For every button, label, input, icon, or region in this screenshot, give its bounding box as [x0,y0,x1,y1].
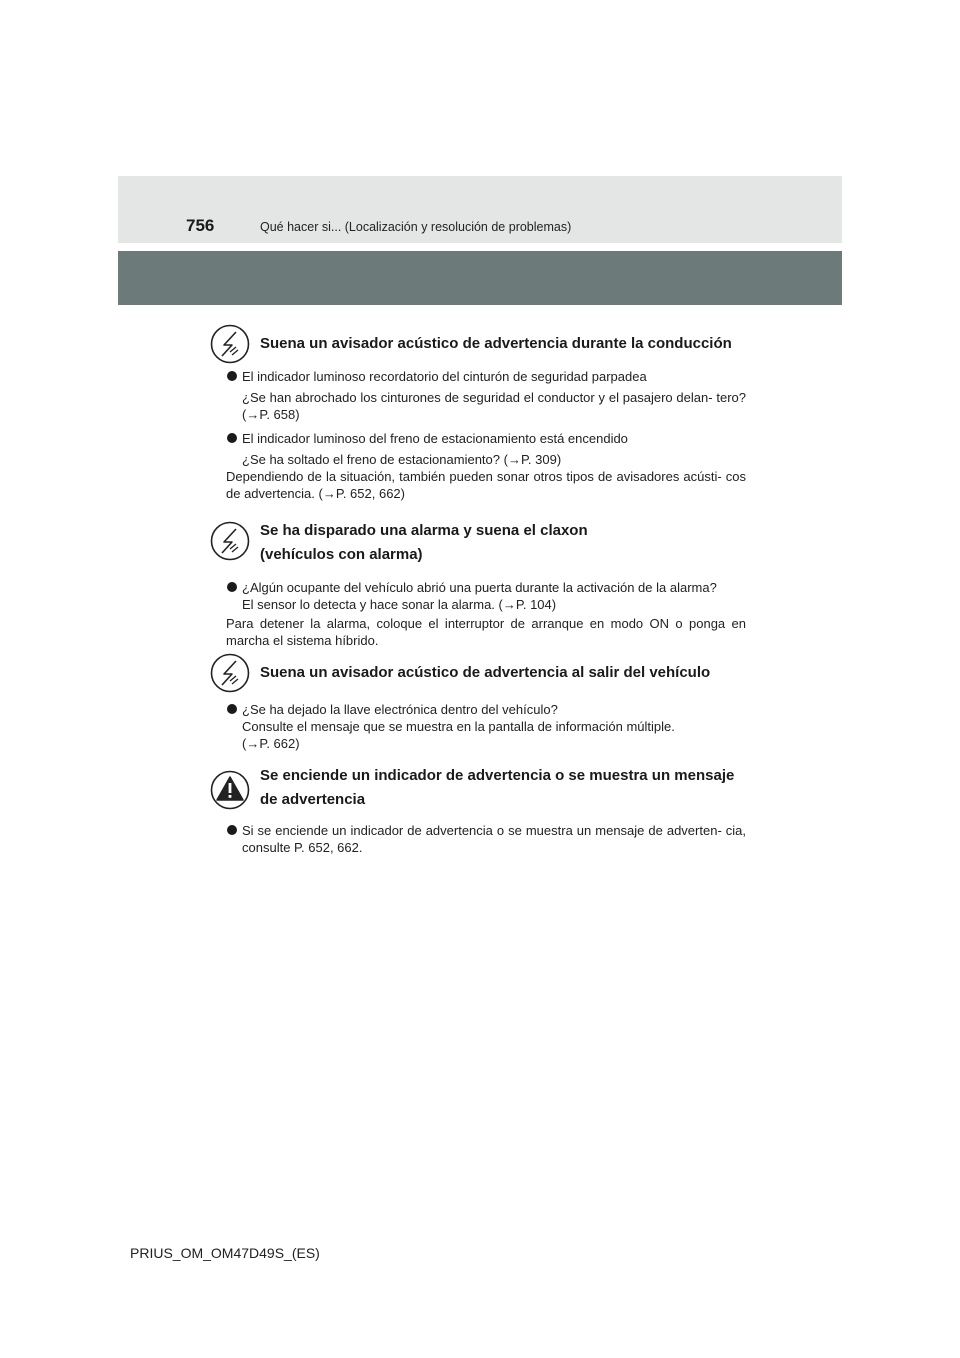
bullet-text: ¿Se ha dejado la llave electrónica dentro del vehículo? [242,702,558,717]
bullet-text: El indicador luminoso recordatorio del cinturón de seguridad parpadea [242,369,647,384]
section-warning-indicator [210,764,746,856]
bullet-text: ¿Algún ocupante del vehículo abrió una puerta durante la activación de la alarma? [242,580,717,595]
bullet-text: Si se enciende un indicador de advertencia o se muestra un mensaje de adverten- cia, consulte P. 652, 662. [242,823,746,855]
warning-triangle-icon [210,770,250,810]
bullet-icon [227,825,237,835]
section-header [210,332,746,356]
bullet-icon [227,371,237,381]
list-item [210,430,746,447]
lightning-bolt-icon [210,324,250,364]
lightning-bolt-icon [210,521,250,561]
page-number: 756 [186,216,215,235]
section-banner [118,251,842,305]
bullet-icon [227,433,237,443]
list-item [210,368,746,385]
section-exit-warning [210,661,746,752]
bullet-text: El indicador luminoso del freno de estacionamiento está encendido [242,431,628,446]
list-item [210,579,746,613]
bullet-icon [227,582,237,592]
bullet-icon [227,704,237,714]
lightning-bolt-icon [210,653,250,693]
section-alarm [210,519,746,649]
section-header [210,764,746,812]
section-seatbelt-parking-brake [210,332,746,502]
section-title-line: Se ha disparado una alarma y suena el claxon [260,522,588,539]
section-title: Suena un avisador acústico de advertencia al salir del vehículo [260,664,711,681]
section-header [210,661,746,685]
bullet-detail: ¿Se ha soltado el freno de estacionamiento? (→P. 309) [242,452,562,467]
paragraph: Para detener la alarma, coloque el interruptor de arranque en modo ON o ponga en marcha el sistema híbrido. [226,616,746,648]
bullet-detail: ¿Se han abrochado los cinturones de seguridad el conductor y el pasajero delan- tero? (→P. 658) [242,390,746,422]
bullet-text: (→P. 662) [242,736,300,751]
list-item [210,701,746,752]
bullet-text: Consulte el mensaje que se muestra en la pantalla de información múltiple. [242,719,675,734]
section-title-line: (vehículos con alarma) [260,546,423,563]
section-header [210,519,746,567]
document-code: PRIUS_OM_OM47D49S_(ES) [130,1245,320,1261]
chapter-title: Qué hacer si... (Localización y resolución de problemas) [260,220,572,234]
bullet-text: El sensor lo detecta y hace sonar la alarma. (→P. 104) [242,597,557,612]
list-item [210,822,746,856]
section-title: Se enciende un indicador de advertencia o se muestra un mensaje de advertencia [260,767,735,808]
section-title: Suena un avisador acústico de advertencia durante la conducción [260,335,732,352]
paragraph: Dependiendo de la situación, también pueden sonar otros tipos de avisadores acústi- cos de advertencia. (→P. 652, 662) [226,469,746,501]
